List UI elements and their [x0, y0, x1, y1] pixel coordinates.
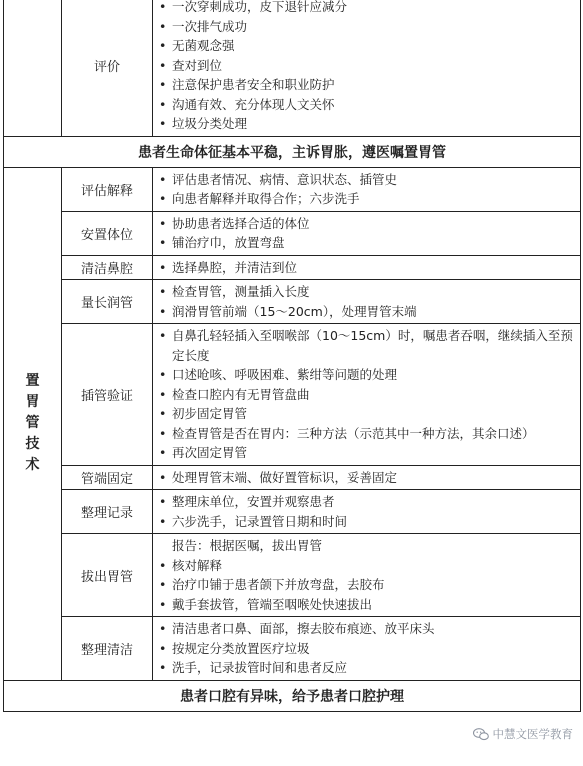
list-item: • 一次排气成功: [159, 17, 574, 37]
step-items: [153, 255, 581, 280]
step-label: 管端固定: [62, 465, 153, 490]
list-item: • 选择鼻腔，并清洁到位: [159, 258, 574, 278]
list-item: 报告：根据医嘱，拔出胃管: [172, 538, 323, 553]
table-row: [4, 167, 581, 211]
table-row: [4, 280, 581, 324]
procedure-table: [3, 0, 581, 712]
step-items: [153, 324, 581, 466]
step-items: [153, 167, 581, 211]
watermark-logo: [473, 726, 574, 742]
step-label: 评估解释: [62, 167, 153, 211]
list-item: • 垃圾分类处理: [159, 114, 574, 134]
list-item: • 查对到位: [159, 56, 574, 76]
list-item: • 一次穿刺成功，皮下退针应减分: [159, 0, 574, 17]
section-side-label: [4, 167, 62, 680]
list-item: • 再次固定胃管: [159, 443, 574, 463]
step-label: 清洁鼻腔: [62, 255, 153, 280]
list-item: • 检查胃管，测量插入长度: [159, 282, 574, 302]
procedure-table-body: [4, 0, 581, 711]
table-row: [4, 0, 581, 136]
table-row: [4, 490, 581, 534]
list-item: • 六步洗手，记录置管日期和时间: [159, 512, 574, 532]
list-item: • 注意保护患者安全和职业防护: [159, 75, 574, 95]
table-row: [4, 324, 581, 466]
list-item: • 检查胃管是否在胃内：三种方法（示范其中一种方法，其余口述）: [159, 424, 574, 444]
side-label-char: 置: [25, 373, 40, 389]
table-row: [4, 617, 581, 681]
list-item: • 润滑胃管前端（15～20cm），处理胃管末端: [159, 302, 574, 322]
section-banner: 患者生命体征基本平稳，主诉胃胀，遵医嘱置胃管: [4, 136, 581, 167]
list-item: • 自鼻孔轻轻插入至咽喉部（10～15cm）时，嘱患者吞咽，继续插入至预定长度: [159, 326, 574, 365]
list-item: • 核对解释: [159, 556, 574, 576]
step-items: [153, 534, 581, 617]
list-item: • 洗手，记录拔管时间和患者反应: [159, 658, 574, 678]
list-item: • 治疗巾铺于患者颌下并放弯盘，去胶布: [159, 575, 574, 595]
list-item: • 处理胃管末端、做好置管标识，妥善固定: [159, 468, 574, 488]
list-item: • 戴手套拔管，管端至咽喉处快速拔出: [159, 595, 574, 615]
step-items: [153, 0, 581, 136]
step-label: 评价: [62, 0, 153, 136]
side-label-char: 技: [25, 436, 40, 452]
side-label-char: 术: [25, 457, 40, 473]
list-item: • 整理床单位，安置并观察患者: [159, 492, 574, 512]
step-label: 整理清洁: [62, 617, 153, 681]
side-label-char: 管: [25, 415, 40, 431]
table-row: [4, 211, 581, 255]
list-item: • 口述呛咳、呼吸困难、紫绀等问题的处理: [159, 365, 574, 385]
list-item: • 铺治疗巾，放置弯盘: [159, 233, 574, 253]
list-item: • 沟通有效、充分体现人文关怀: [159, 95, 574, 115]
step-items: [153, 280, 581, 324]
side-label-char: 胃: [25, 394, 40, 410]
table-row: [4, 534, 581, 617]
list-item: • 按规定分类放置医疗垃圾: [159, 639, 574, 659]
banner-row: [4, 136, 581, 167]
step-label: 量长润管: [62, 280, 153, 324]
step-items: [153, 617, 581, 681]
step-label: 整理记录: [62, 490, 153, 534]
step-label: 安置体位: [62, 211, 153, 255]
section-side-label: [4, 0, 62, 136]
wechat-bubble-icon: [473, 728, 489, 741]
step-items: [153, 490, 581, 534]
step-items: [153, 211, 581, 255]
list-item: • 协助患者选择合适的体位: [159, 214, 574, 234]
list-item: • 向患者解释并取得合作；六步洗手: [159, 189, 574, 209]
watermark-text: 中慧文医学教育: [492, 727, 573, 741]
list-item: • 清洁患者口鼻、面部，擦去胶布痕迹、放平床头: [159, 619, 574, 639]
section-banner: 患者口腔有异味，给予患者口腔护理: [4, 680, 581, 711]
step-items: [153, 465, 581, 490]
table-row: [4, 255, 581, 280]
step-label: 插管验证: [62, 324, 153, 466]
list-item: • 无菌观念强: [159, 36, 574, 56]
list-item: • 检查口腔内有无胃管盘曲: [159, 385, 574, 405]
list-item: • 评估患者情况、病情、意识状态、插管史: [159, 170, 574, 190]
banner-row: [4, 680, 581, 711]
step-label: 拔出胃管: [62, 534, 153, 617]
list-item: • 初步固定胃管: [159, 404, 574, 424]
table-row: [4, 465, 581, 490]
